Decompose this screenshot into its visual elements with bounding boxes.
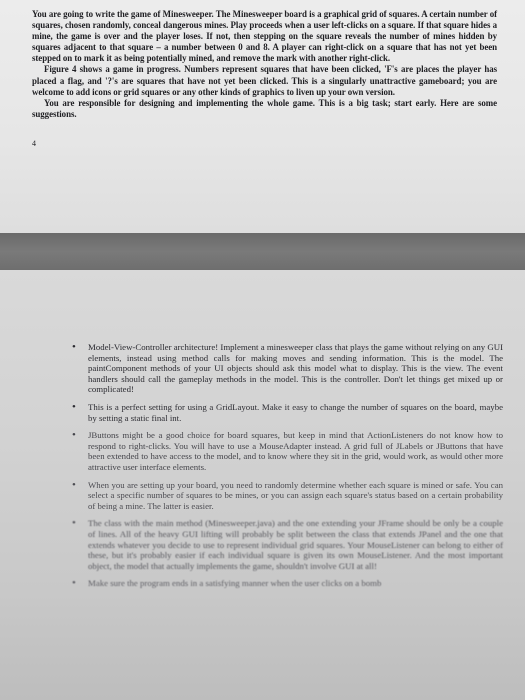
document-page-bottom: [0, 270, 525, 700]
list-item: • JButtons might be a good choice for board squares, but keep in mind that ActionListeners do not know how to respond to right-clicks. You will have to use a MouseAdapter instead. A grid full of JLabels or JButtons that have been extended to have access to the model, and to know where they sit in the grid, would work, as would other more attractive user interface elements.: [72, 430, 503, 472]
document-page-top: [0, 0, 525, 233]
page-number: 4: [32, 138, 36, 148]
list-item: • This is a perfect setting for using a GridLayout. Make it easy to change the number of squares on the board, maybe by setting a static final int.: [72, 402, 503, 423]
paragraph-figure-description: Figure 4 shows a game in progress. Numbers represent squares that have been clicked, 'F's are places the player has placed a flag, and '?'s are squares that have not yet been clicked. This is a singularly unattractive gameboard; you are welcome to add icons or grid squares or any other kinds of graphics to liven up your own version.: [32, 64, 497, 97]
page-separator: [0, 233, 525, 270]
paragraph-responsibility: You are responsible for designing and implementing the whole game. This is a big task; start early. Here are some suggestions.: [32, 97, 497, 119]
list-item: • Make sure the program ends in a satisfying manner when the user clicks on a bomb: [72, 578, 503, 589]
list-item: • Model-View-Controller architecture! Implement a minesweeper class that plays the game without relying on any GUI elements, instead using method calls for making moves and sending information. This is the model. The paintComponent methods of your UI objects should ask this model what to display. This is the view. The event handlers should call the gameplay methods in the model. This is the controller. Don't let things get mixed up or complicated!: [72, 342, 503, 395]
list-item: • When you are setting up your board, you need to randomly determine whether each square is mined or safe. You can select a specific number of squares to be mines, or you can assign each square's status based on a certain probability of being a mine. The latter is easier.: [72, 480, 503, 512]
list-item: • The class with the main method (Minesweeper.java) and the one extending your JFrame should be only be a couple of lines. All of the heavy GUI lifting will probably be split between the class that extends JPanel and the one that extends whatever you decide to use to represent individual grid squares. Your MouseListener can belong to either of these, but it's probably easier if each individual square is given its own MouseListener. And the most important object, the model that actually implements the game, shouldn't involve GUI at all!: [72, 518, 503, 571]
paragraph-intro: You are going to write the game of Minesweeper. The Minesweeper board is a graphical grid of squares. A certain number of squares, chosen randomly, conceal dangerous mines. Play proceeds when a user left-clicks on a square. If that square hides a mine, the game is over and the player loses. If not, then stepping on the square reveals the number of mines hidden by squares adjacent to that square – a number between 0 and 8. A player can right-click on a square that has not yet been stepped on to mark it as being potentially mined, and remove the mark with another right-click.: [32, 9, 497, 64]
suggestions-list: [72, 342, 503, 589]
